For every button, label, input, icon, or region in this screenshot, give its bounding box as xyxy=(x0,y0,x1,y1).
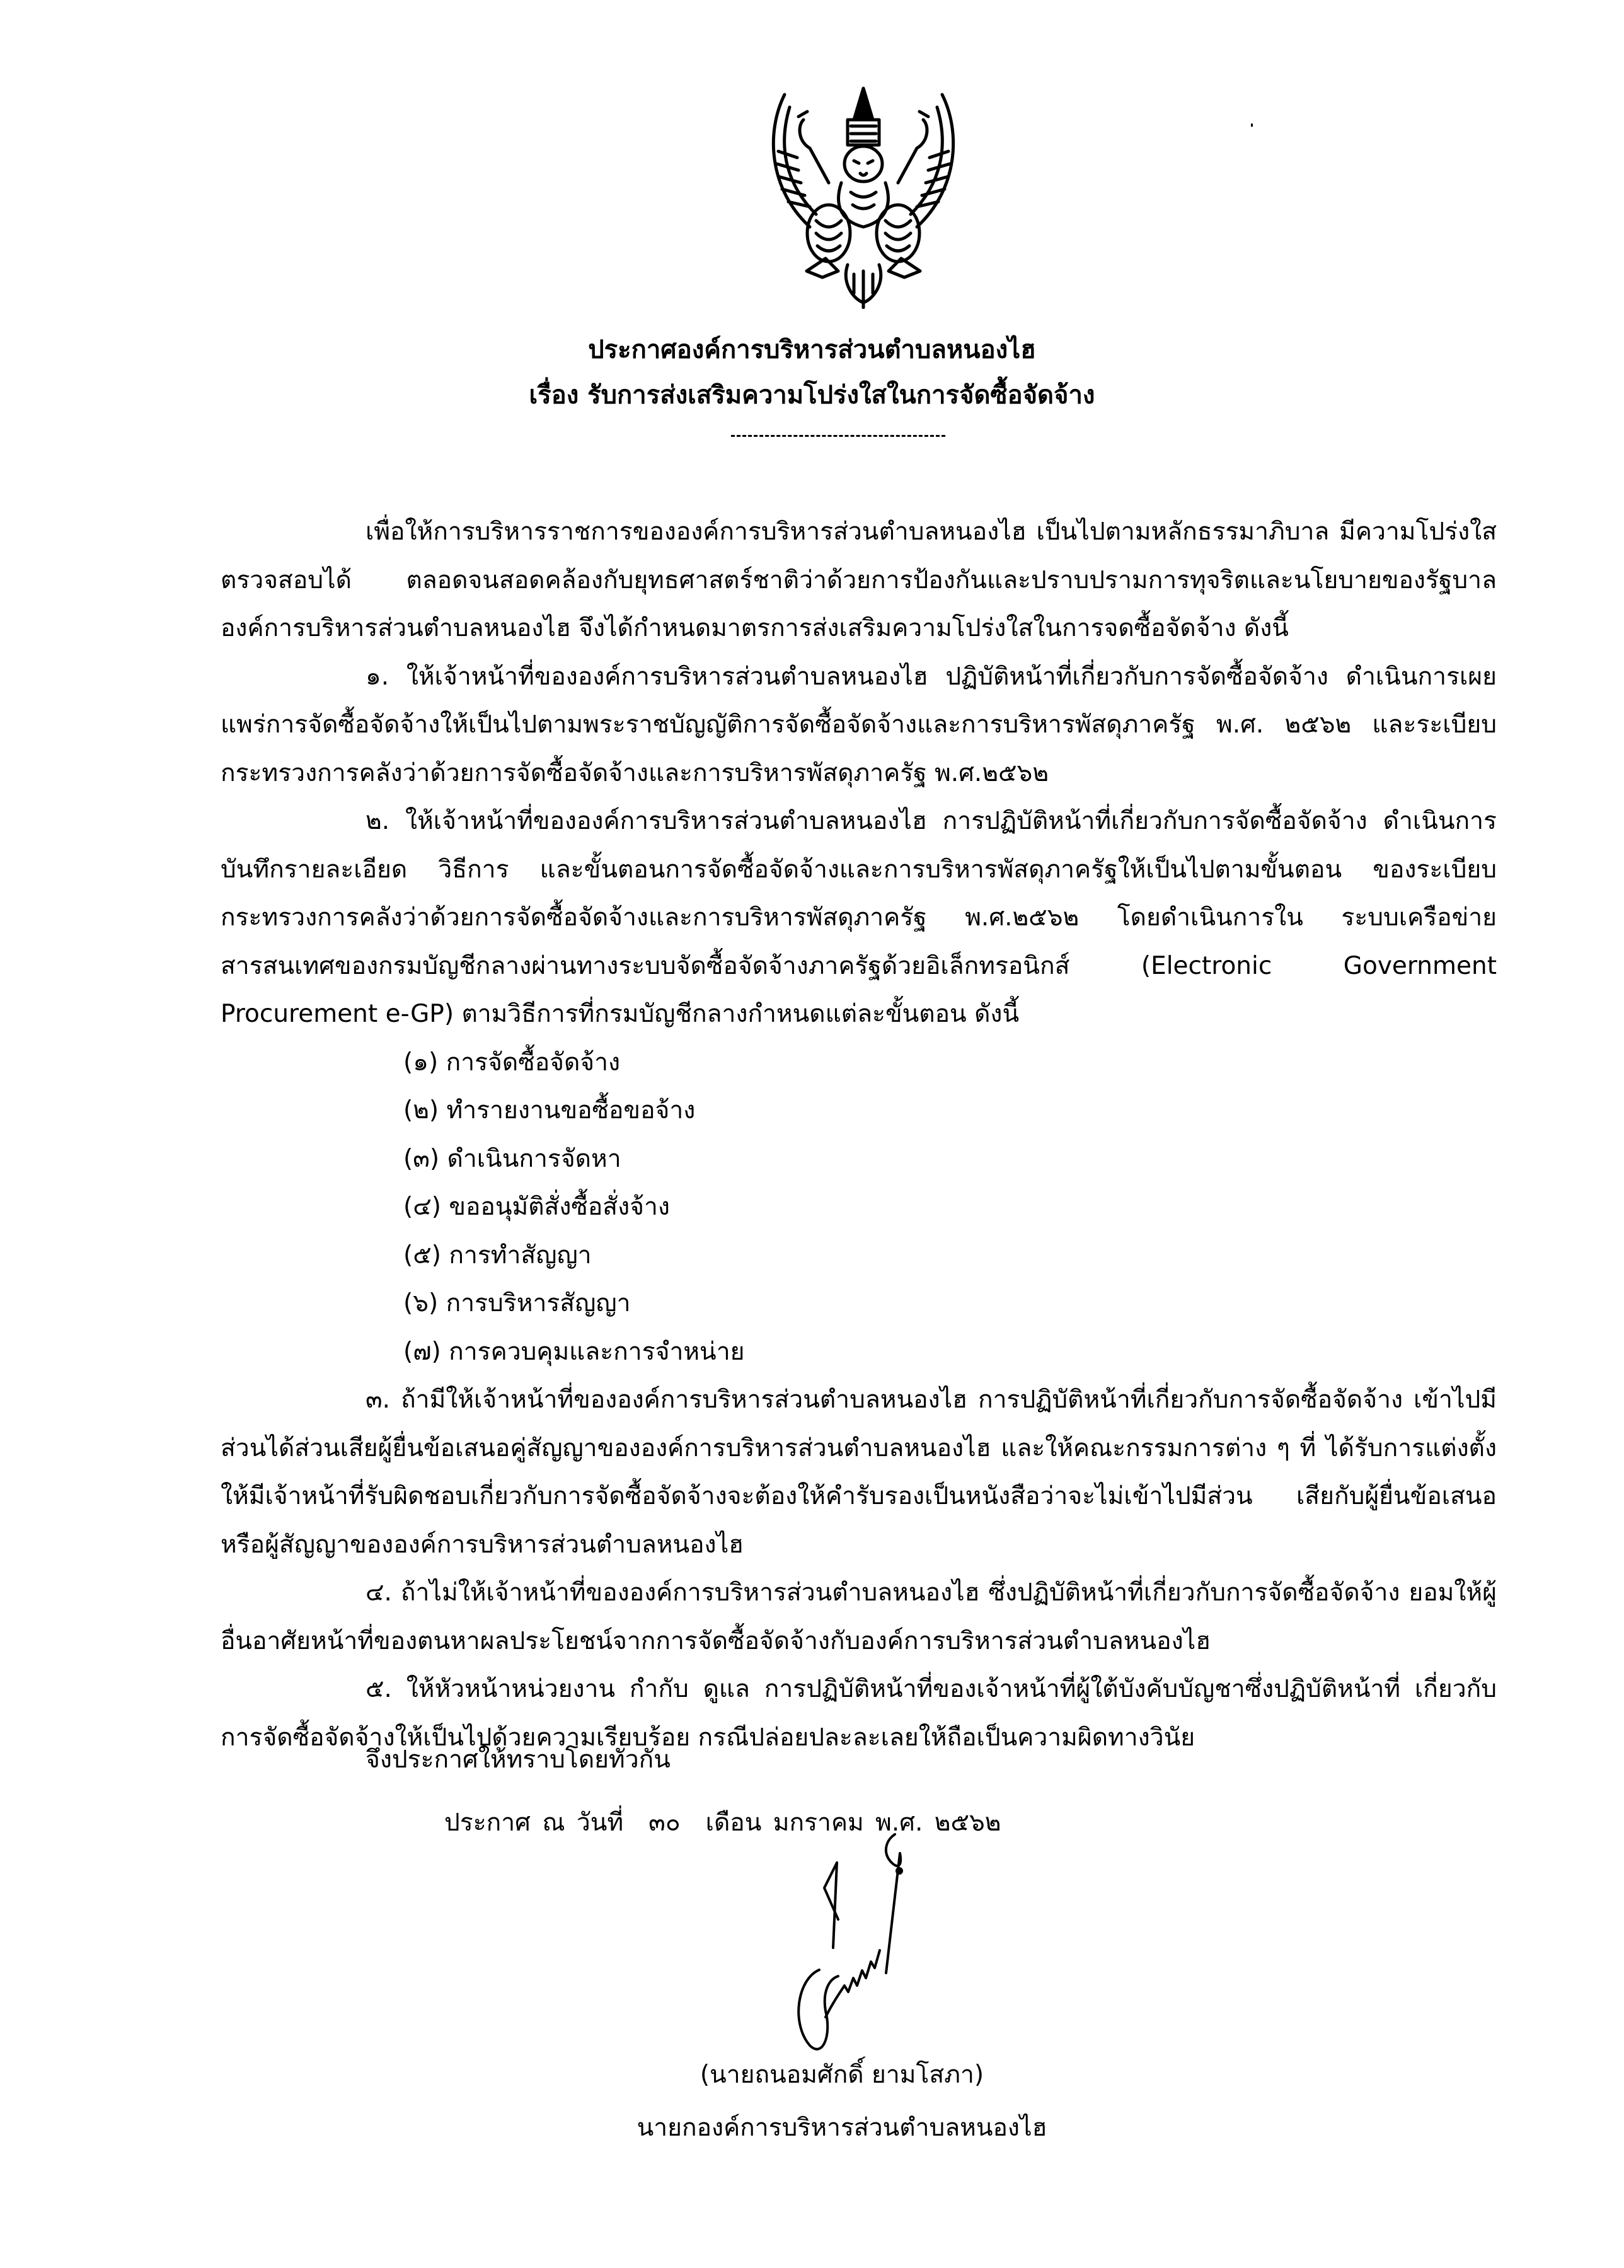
handwritten-signature-icon xyxy=(763,1828,989,2068)
list-item: (๓) ดำเนินการจัดหา xyxy=(403,1144,621,1173)
intro-text: เพื่อให้การบริหารราชการขององค์การบริหารส่วนตำบลหนองไฮ เป็นไปตามหลักธรรมาภิบาล มีความโปร่งใส ตรวจสอบได้ ตลอดจนสอดคล้องกับยุทธศาสตร์ชาติว่าด้วยการป้องกันและปราบปรามการทุจริตและนโยบายของรัฐบาล องค์การบริหารส่วนตำบลหนองไฮ จึงได้กำหนดมาตรการส่งเสริมความโปร่งใสในการจดซื้อจัดจ้าง ดังนี้ xyxy=(221,518,1497,642)
clause-2-text: ๒. ให้เจ้าหน้าที่ขององค์การบริหารส่วนตำบลหนองไฮ การปฏิบัติหน้าที่เกี่ยวกับการจัดซื้อจัดจ้าง ดำเนินการบันทึกรายละเอียด วิธีการ และขั้นตอนการจัดซื้อจัดจ้างและการบริหารพัสดุภาครัฐให้เป็นไปตามขั้นตอน ของระเบียบกระทรวงการคลังว่าด้วยการจัดซื้อจัดจ้างและการบริหารพัสดุภาครัฐ พ.ศ.๒๕๖๒ โดยดำเนินการใน ระบบเครือข่ายสารสนเทศของกรมบัญชีกลางผ่านทางระบบจัดซื้อจัดจ้างภาครัฐด้วยอิเล็กทรอนิกส์ (Electronic Government Procurement e-GP) ตามวิธีการที่กรมบัญชีกลางกำหนดแต่ละขั้นตอน ดังนี้ xyxy=(221,807,1497,1028)
clause-5-text: ๕. ให้หัวหน้าหน่วยงาน กำกับ ดูแล การปฏิบัติหน้าที่ของเจ้าหน้าที่ผู้ใต้บังคับบัญชาซึ่งปฏิบัติหน้าที่ เกี่ยวกับการจัดซื้อจัดจ้างให้เป็นไปด้วยความเรียบร้อย กรณีปล่อยปละละเลยให้ถือเป็นความผิดทางวินัย xyxy=(221,1675,1497,1752)
announcement-subject: เรื่อง รับการส่งเสริมความโปร่งใสในการจัดซื้อจัดจ้าง xyxy=(529,381,1095,410)
date-prefix: ประกาศ ณ วันที่ xyxy=(444,1808,624,1837)
clause-1-text: ๑. ให้เจ้าหน้าที่ขององค์การบริหารส่วนตำบลหนองไฮ ปฏิบัติหน้าที่เกี่ยวกับการจัดซื้อจัดจ้าง ดำเนินการเผยแพร่การจัดซื้อจัดจ้างให้เป็นไปตามพระราชบัญญัติการจัดซื้อจัดจ้างและการบริหารพัสดุภาครัฐ พ.ศ. ๒๕๖๒ และระเบียบกระทรวงการคลังว่าด้วยการจัดซื้อจัดจ้างและการบริหารพัสดุภาครัฐ พ.ศ.๒๕๖๒ xyxy=(221,662,1497,787)
date-year: พ.ศ. ๒๕๖๒ xyxy=(875,1808,1001,1837)
announcement-body xyxy=(221,508,1497,1762)
procurement-steps-list xyxy=(221,1039,1497,1377)
signatory-position: นายกองค์การบริหารส่วนตำบลหนองไฮ xyxy=(636,2114,1047,2142)
clause-4 xyxy=(221,1569,1497,1665)
list-item: (๖) การบริหารสัญญา xyxy=(403,1289,631,1317)
garuda-emblem-icon xyxy=(759,82,967,309)
clause-3-text: ๓. ถ้ามีให้เจ้าหน้าที่ขององค์การบริหารส่วนตำบลหนองไฮ การปฏิบัติหน้าที่เกี่ยวกับการจัดซื้อจัดจ้าง เข้าไปมีส่วนได้ส่วนเสียผู้ยื่นข้อเสนอคู่สัญญาขององค์การบริหารส่วนตำบลหนองไฮ และให้คณะกรรมการต่าง ๆ ที่ ได้รับการแต่งตั้งให้มีเจ้าหน้าที่รับผิดชอบเกี่ยวกับการจัดซื้อจัดจ้างจะต้องให้คำรับรองเป็นหนังสือว่าจะไม่เข้าไปมีส่วน เสียกับผู้ยื่นข้อเสนอหรือผู้สัญญาขององค์การบริหารส่วนตำบลหนองไฮ xyxy=(221,1386,1497,1559)
list-item: (๑) การจัดซื้อจัดจ้าง xyxy=(403,1048,621,1077)
list-item: (๔) ขออนุมัติสั่งซื้อสั่งจ้าง xyxy=(403,1193,670,1221)
title-separator xyxy=(731,435,945,437)
closing-statement: จึงประกาศให้ทราบโดยทั่วกัน xyxy=(366,1745,671,1774)
signatory-name: (นายถนอมศักดิ์ ยามโสภา) xyxy=(700,2061,984,2089)
announcement-title: ประกาศองค์การบริหารส่วนตำบลหนองไฮ xyxy=(588,335,1036,364)
clause-2 xyxy=(221,797,1497,1039)
list-item: (๗) การควบคุมและการจำหน่าย xyxy=(403,1337,745,1366)
date-month: เดือน มกราคม xyxy=(705,1808,864,1837)
date-day: ๓๐ xyxy=(648,1808,681,1837)
list-item: (๒) ทำรายงานขอซื้อขอจ้าง xyxy=(403,1096,696,1125)
scan-speck xyxy=(1251,124,1253,127)
list-item: (๕) การทำสัญญา xyxy=(403,1241,592,1270)
clause-3 xyxy=(221,1376,1497,1569)
clause-1 xyxy=(221,653,1497,798)
intro-paragraph xyxy=(221,508,1497,653)
clause-4-text: ๔. ถ้าไม่ให้เจ้าหน้าที่ขององค์การบริหารส่วนตำบลหนองไฮ ซึ่งปฏิบัติหน้าที่เกี่ยวกับการจัดซื้อจัดจ้าง ยอมให้ผู้อื่นอาศัยหน้าที่ของตนหาผลประโยชน์จากการจัดซื้อจัดจ้างกับองค์การบริหารส่วนตำบลหนองไฮ xyxy=(221,1578,1497,1655)
